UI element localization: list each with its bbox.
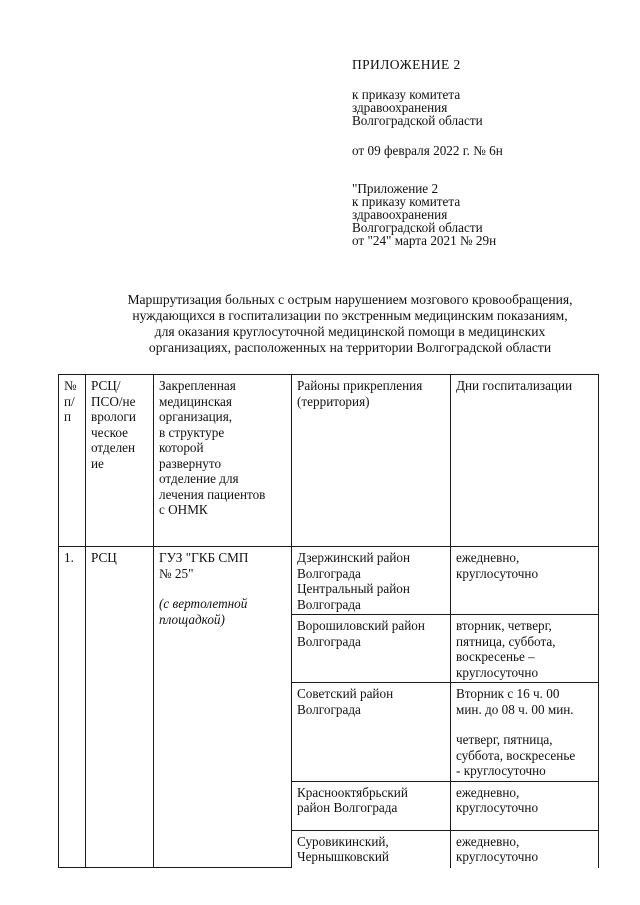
prev-order-line: Волгоградской области bbox=[352, 220, 483, 235]
order-line: Волгоградской области bbox=[352, 113, 483, 128]
days-cell: ежедневно, круглосуточно bbox=[451, 781, 599, 830]
order-header bbox=[352, 58, 622, 247]
title-line: нуждающихся в госпитализации по экстренным медицинским показаниям, bbox=[132, 308, 568, 323]
district-cell: Суровикинский, Чернышковский bbox=[292, 830, 451, 868]
district-cell: Краснооктябрьский район Волгограда bbox=[292, 781, 451, 830]
row-org: ГУЗ "ГКБ СМП № 25" (с вертолетной площадкой) bbox=[154, 547, 292, 868]
table-header-row bbox=[59, 375, 599, 547]
order-line: здравоохранения bbox=[352, 100, 448, 115]
district-cell: Ворошиловский район Волгограда bbox=[292, 615, 451, 683]
title-line: организациях, расположенных на территории Волгоградской области bbox=[148, 340, 552, 355]
org-note: площадкой) bbox=[159, 611, 225, 627]
district-cell: Советский район Волгограда bbox=[292, 683, 451, 782]
row-type: РСЦ bbox=[86, 547, 154, 868]
prev-order-line: к приказу комитета bbox=[352, 194, 461, 209]
header-num: № п/ п bbox=[59, 375, 86, 547]
header-org: Закрепленная медицинская организация, в структуре которой развернуто отделение для лечения пациентов с ОНМК bbox=[154, 375, 292, 547]
appendix-title: ПРИЛОЖЕНИЕ 2 bbox=[352, 57, 461, 72]
org-note: (с вертолетной bbox=[159, 596, 248, 611]
title-line: для оказания круглосуточной медицинской помощи в медицинских bbox=[154, 324, 546, 339]
order-line: к приказу комитета bbox=[352, 87, 461, 102]
header-districts: Районы прикрепления (территория) bbox=[292, 375, 451, 547]
row-num: 1. bbox=[59, 547, 86, 868]
days-cell: ежедневно, круглосуточно bbox=[451, 547, 599, 615]
days-cell: ежедневно, круглосуточно bbox=[451, 830, 599, 868]
title-line: Маршрутизация больных с острым нарушением мозгового кровообращения, bbox=[127, 292, 573, 307]
prev-order-line: "Приложение 2 bbox=[352, 181, 439, 196]
days-cell: Вторник с 16 ч. 00 мин. до 08 ч. 00 мин. четверг, пятница, суббота, воскресенье - круглосуточно bbox=[451, 683, 599, 782]
prev-order-line: от "24" марта 2021 № 29н bbox=[352, 233, 497, 248]
order-date: от 09 февраля 2022 г. № 6н bbox=[352, 143, 503, 158]
document-title bbox=[60, 292, 640, 356]
days-cell: вторник, четверг, пятница, суббота, воскресенье – круглосуточно bbox=[451, 615, 599, 683]
routing-table bbox=[58, 374, 599, 868]
prev-order-line: здравоохранения bbox=[352, 207, 448, 222]
header-days: Дни госпитализации bbox=[451, 375, 599, 547]
district-cell: Дзержинский район Волгограда Центральный район Волгограда bbox=[292, 547, 451, 615]
table-row bbox=[59, 547, 599, 615]
header-type: РСЦ/ ПСО/не врологи ческое отделен ие bbox=[86, 375, 154, 547]
